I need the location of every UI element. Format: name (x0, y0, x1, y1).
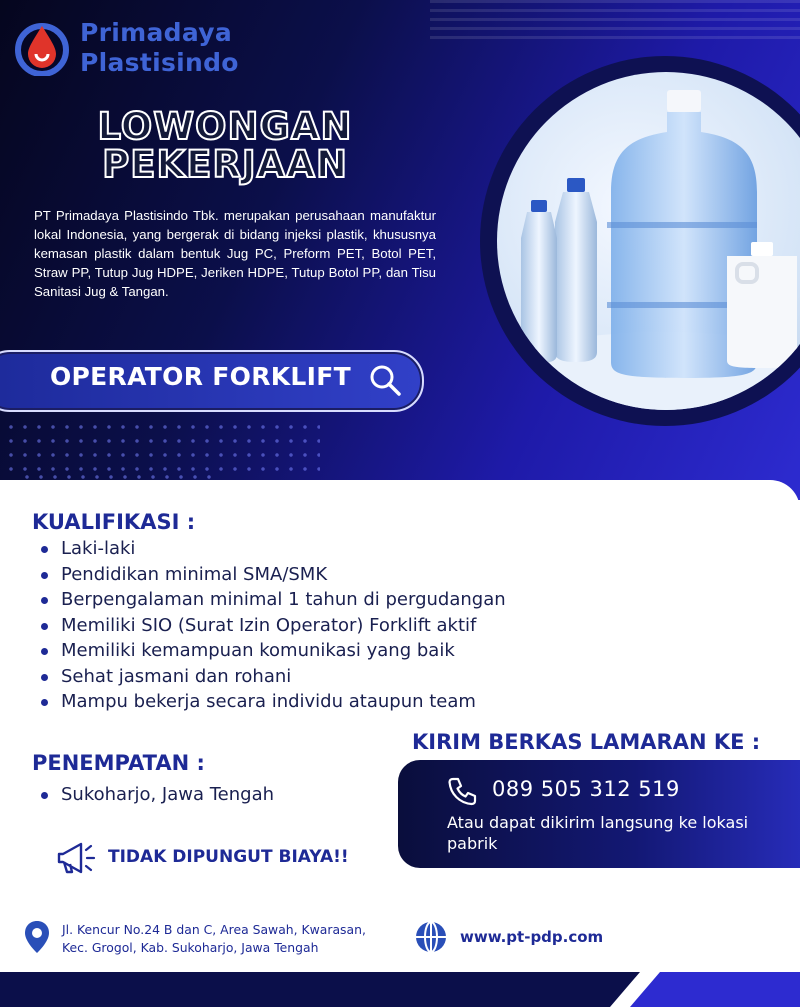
megaphone-icon (55, 838, 99, 878)
website-link[interactable]: www.pt-pdp.com (460, 928, 604, 946)
company-name-line1: Primadaya (80, 18, 233, 47)
apply-heading: KIRIM BERKAS LAMARAN KE : (412, 730, 761, 754)
decorative-stripes (430, 0, 800, 40)
title-line2: PEKERJAAN (102, 143, 348, 186)
address-line1: Jl. Kencur No.24 B dan C, Area Sawah, Kwarasan, (62, 922, 366, 937)
list-item: Berpengalaman minimal 1 tahun di pergudangan (36, 587, 506, 613)
list-item: Mampu bekerja secara individu ataupun team (36, 689, 506, 715)
free-notice: TIDAK DIPUNGUT BIAYA!! (108, 847, 349, 867)
phone-icon (446, 776, 478, 808)
position-title: OPERATOR FORKLIFT (50, 362, 351, 391)
qualifications-heading: KUALIFIKASI : (32, 510, 196, 534)
footer-band (0, 972, 800, 1007)
list-item: Memiliki SIO (Surat Izin Operator) Forklift aktif (36, 613, 506, 639)
contact-note: Atau dapat dikirim langsung ke lokasi pabrik (447, 813, 749, 853)
list-item: Memiliki kemampuan komunikasi yang baik (36, 638, 506, 664)
company-name (80, 18, 239, 78)
placement-heading: PENEMPATAN : (32, 751, 205, 775)
qualifications-list (36, 536, 506, 715)
droplet-logo-icon (14, 20, 70, 76)
company-name-line2: Plastisindo (80, 48, 239, 77)
company-logo (14, 18, 239, 78)
address-line2: Kec. Grogol, Kab. Sukoharjo, Jawa Tengah (62, 940, 319, 955)
list-item: Pendidikan minimal SMA/SMK (36, 562, 506, 588)
page-title (60, 105, 390, 186)
search-icon (368, 363, 402, 397)
list-item: Sehat jasmani dan rohani (36, 664, 506, 690)
title-line1: LOWONGAN (97, 105, 353, 148)
placement-list (36, 782, 274, 808)
address (62, 921, 366, 957)
location-pin-icon (24, 920, 50, 954)
globe-icon (414, 920, 448, 954)
phone-number[interactable]: 089 505 312 519 (492, 777, 680, 801)
list-item: Laki-laki (36, 536, 506, 562)
list-item: Sukoharjo, Jawa Tengah (36, 782, 274, 808)
company-description: PT Primadaya Plastisindo Tbk. merupakan perusahaan manufaktur lokal Indonesia, yang bergerak di bidang injeksi plastik, khususnya kemasan plastik dalam bentuk Jug PC, Preform PET, Botol PET, Straw PP, Tutup Jug HDPE, Jeriken HDPE, Tutup Botol PP, dan Tisu Sanitasi Jug & Tangan. (34, 208, 436, 299)
